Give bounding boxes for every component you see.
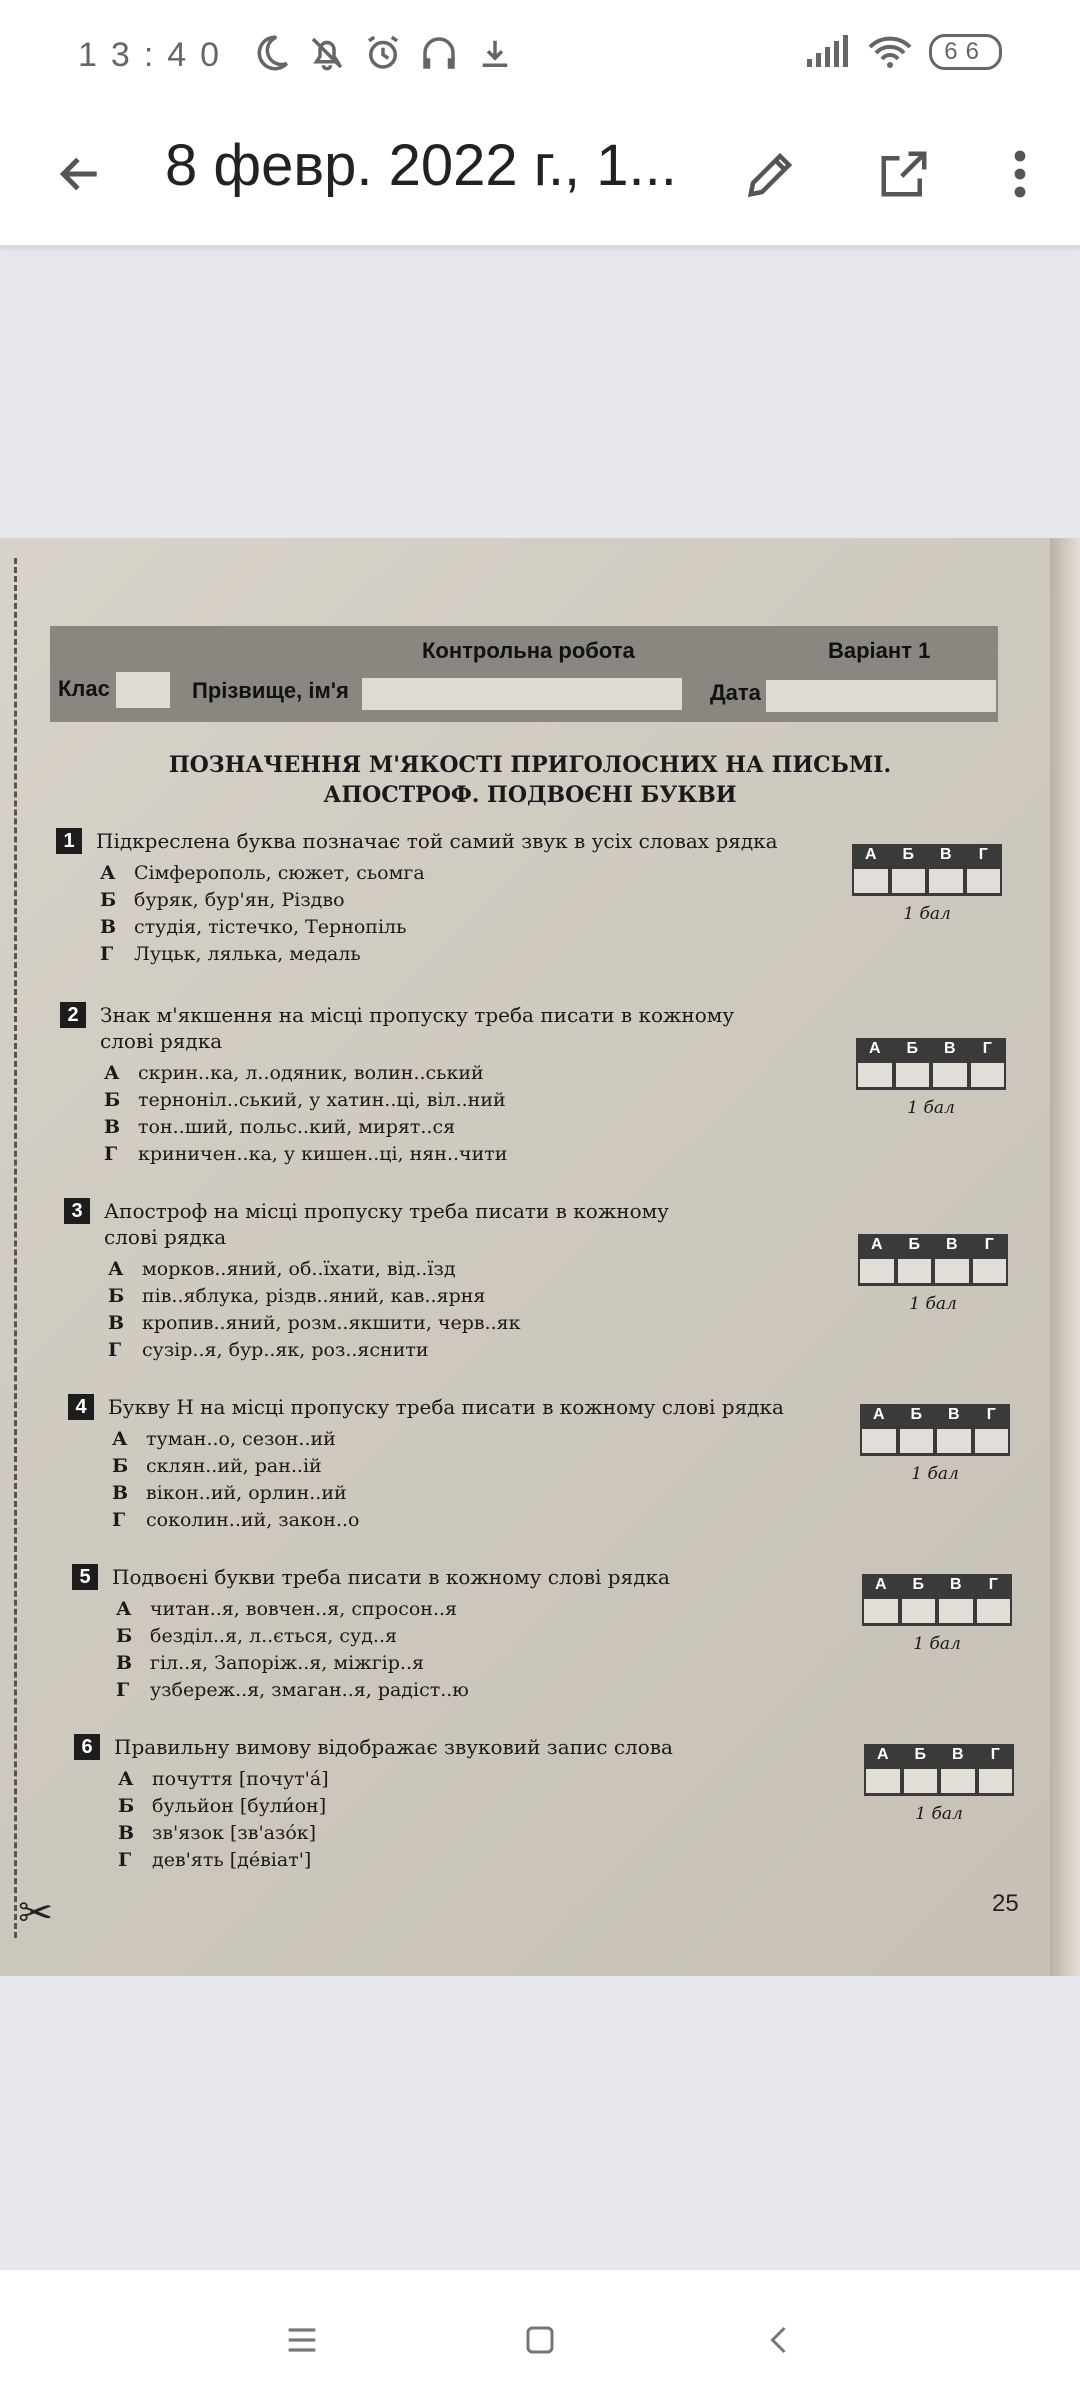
recent-apps-button[interactable] xyxy=(270,2308,334,2372)
option-text: Луцьк, лялька, медаль xyxy=(134,943,361,965)
option-letter: В xyxy=(116,1652,133,1674)
answer-letter-a: А xyxy=(864,846,877,863)
answer-letter-a: А xyxy=(874,1576,887,1593)
question-text: Підкреслена буква позначає той самий звук в усіх словах рядка xyxy=(96,829,778,853)
answer-cell xyxy=(975,1429,1009,1453)
home-square-icon xyxy=(522,2322,558,2358)
option-letter: Б xyxy=(116,1625,133,1647)
option-text: гіл..я, Запоріж..я, міжгір..я xyxy=(150,1652,424,1674)
answer-cell xyxy=(973,1259,1007,1283)
option-text: бульйон [були́он] xyxy=(152,1795,327,1817)
question-5 xyxy=(72,1564,812,1704)
option-text: скрин..ка, л..одяник, волин..ський xyxy=(138,1062,484,1084)
option-letter: А xyxy=(118,1768,134,1790)
date-label: Дата xyxy=(710,680,761,705)
page-edge xyxy=(1050,538,1080,1976)
page-number: 25 xyxy=(992,1890,1019,1917)
name-box xyxy=(362,678,682,710)
answer-letter-c: В xyxy=(949,1576,962,1593)
option-text: дев'ять [де́віат'] xyxy=(152,1849,312,1871)
option-text: вікон..ий, орлин..ий xyxy=(146,1482,347,1504)
answer-letter-a: А xyxy=(870,1236,883,1253)
option-d xyxy=(118,1847,814,1874)
more-vertical-icon xyxy=(1000,147,1040,201)
answer-cell xyxy=(939,1599,973,1623)
status-icons-left xyxy=(250,32,516,74)
answer-cell xyxy=(979,1769,1013,1793)
answer-letter-c: В xyxy=(947,1406,960,1423)
document-title xyxy=(100,750,960,810)
answer-cell xyxy=(862,1429,896,1453)
answer-cell xyxy=(967,869,1001,893)
document-photo[interactable] xyxy=(0,538,1080,1976)
battery-icon: 66 xyxy=(929,34,1002,70)
option-text: читан..я, вовчен..я, спросон..я xyxy=(150,1598,458,1620)
document-title-line2: АПОСТРОФ. ПОДВОЄНІ БУКВИ xyxy=(323,782,737,808)
answer-letter-d: Г xyxy=(978,846,988,863)
option-a xyxy=(112,1426,848,1453)
answer-cell xyxy=(904,1769,938,1793)
option-c xyxy=(118,1820,814,1847)
answer-grid-2 xyxy=(856,1038,1006,1118)
answer-letter-b: Б xyxy=(914,1746,926,1763)
page-title: 8 февр. 2022 г., 1... xyxy=(165,133,677,198)
answer-cell xyxy=(971,1063,1005,1087)
answer-letter-a: А xyxy=(868,1040,881,1057)
scissors-icon: ✂ xyxy=(18,1889,54,1936)
option-b xyxy=(118,1793,814,1820)
answer-cell xyxy=(892,869,926,893)
option-letter: Г xyxy=(112,1509,126,1531)
download-icon xyxy=(474,32,516,74)
answer-cell xyxy=(929,869,963,893)
question-6 xyxy=(74,1734,814,1874)
option-letter: Г xyxy=(116,1679,130,1701)
option-d xyxy=(104,1141,780,1168)
option-text: криничен..ка, у кишен..ці, нян..чити xyxy=(138,1143,508,1165)
answer-letter-b: Б xyxy=(910,1406,922,1423)
option-a xyxy=(100,860,816,887)
option-b xyxy=(116,1623,812,1650)
answer-letter-b: Б xyxy=(908,1236,920,1253)
question-4 xyxy=(68,1394,848,1534)
question-number: 6 xyxy=(74,1734,100,1760)
answer-cell xyxy=(866,1769,900,1793)
option-letter: Г xyxy=(100,943,114,965)
option-letter: А xyxy=(116,1598,132,1620)
option-text: буряк, бур'ян, Різдво xyxy=(134,889,345,911)
bell-off-icon xyxy=(306,32,348,74)
answer-cell xyxy=(896,1063,930,1087)
option-a xyxy=(104,1060,780,1087)
question-text: Подвоєні букви треба писати в кожному слові рядка xyxy=(112,1565,670,1589)
option-letter: В xyxy=(104,1116,121,1138)
option-letter: В xyxy=(108,1312,125,1334)
option-letter: Б xyxy=(100,889,117,911)
option-c xyxy=(100,914,816,941)
answer-cell xyxy=(900,1429,934,1453)
status-time: 13:40 xyxy=(78,36,234,74)
score-label: 1 бал xyxy=(903,904,951,924)
answer-letter-c: В xyxy=(951,1746,964,1763)
answer-letter-c: В xyxy=(939,846,952,863)
answer-grid-5 xyxy=(862,1574,1012,1654)
option-d xyxy=(108,1337,784,1364)
menu-icon xyxy=(282,2320,322,2360)
option-letter: Г xyxy=(118,1849,132,1871)
option-text: тон..ший, польс..кий, мирят..ся xyxy=(138,1116,456,1138)
chevron-left-icon xyxy=(762,2322,798,2358)
answer-cell xyxy=(864,1599,898,1623)
option-text: почуття [почут'а́] xyxy=(152,1768,329,1790)
answer-letter-d: Г xyxy=(982,1040,992,1057)
option-d xyxy=(116,1677,812,1704)
option-text: Сімферополь, сюжет, сьомга xyxy=(134,862,425,884)
option-letter: Б xyxy=(118,1795,135,1817)
question-3 xyxy=(64,1198,784,1364)
moon-icon xyxy=(250,32,292,74)
answer-cell xyxy=(941,1769,975,1793)
class-box xyxy=(116,672,170,708)
answer-cell xyxy=(935,1259,969,1283)
home-button[interactable] xyxy=(508,2308,572,2372)
option-b xyxy=(108,1283,784,1310)
answer-grid-1 xyxy=(852,844,1002,924)
question-1 xyxy=(56,828,816,968)
option-letter: В xyxy=(100,916,117,938)
option-letter: А xyxy=(112,1428,128,1450)
option-letter: В xyxy=(112,1482,129,1504)
option-letter: Б xyxy=(108,1285,125,1307)
document-title-line1: ПОЗНАЧЕННЯ М'ЯКОСТІ ПРИГОЛОСНИХ НА ПИСЬМІ. xyxy=(168,752,892,778)
question-text: Правильну вимову відображає звуковий запис слова xyxy=(114,1735,673,1759)
question-number: 1 xyxy=(56,828,82,854)
status-bar xyxy=(0,0,1080,110)
option-text: склян..ий, ран..ій xyxy=(146,1455,322,1477)
headphones-icon xyxy=(418,32,460,74)
back-button[interactable] xyxy=(44,138,116,210)
question-2 xyxy=(60,1002,780,1168)
question-number: 2 xyxy=(60,1002,86,1028)
name-label: Прізвище, ім'я xyxy=(192,678,349,703)
answer-cell xyxy=(933,1063,967,1087)
open-external-icon xyxy=(877,147,931,201)
option-letter: Г xyxy=(108,1339,122,1361)
option-c xyxy=(116,1650,812,1677)
option-text: терноніл..ський, у хатин..ці, віл..ний xyxy=(138,1089,506,1111)
score-label: 1 бал xyxy=(913,1634,961,1654)
open-external-button[interactable] xyxy=(868,138,940,210)
score-label: 1 бал xyxy=(911,1464,959,1484)
date-box xyxy=(766,680,996,712)
option-letter: Г xyxy=(104,1143,118,1165)
option-c xyxy=(112,1480,848,1507)
answer-letter-b: Б xyxy=(906,1040,918,1057)
answer-letter-c: В xyxy=(943,1040,956,1057)
answer-cell xyxy=(898,1259,932,1283)
option-a xyxy=(108,1256,784,1283)
signal-icon xyxy=(805,35,851,69)
test-header xyxy=(50,626,998,722)
option-a xyxy=(116,1596,812,1623)
answer-grid-6 xyxy=(864,1744,1014,1824)
question-text: Знак м'якшення на місці пропуску треба писати в кожному слові рядка xyxy=(100,1003,735,1053)
answer-cell xyxy=(937,1429,971,1453)
option-letter: А xyxy=(108,1258,124,1280)
option-text: пів..яблука, різдв..яний, кав..ярня xyxy=(142,1285,486,1307)
option-text: студія, тістечко, Тернопіль xyxy=(134,916,407,938)
answer-letter-c: В xyxy=(945,1236,958,1253)
answer-grid-4 xyxy=(860,1404,1010,1484)
answer-letter-d: Г xyxy=(986,1406,996,1423)
answer-cell xyxy=(902,1599,936,1623)
question-text: Букву Н на місці пропуску треба писати в кожному слові рядка xyxy=(108,1395,784,1419)
edit-button[interactable] xyxy=(735,138,807,210)
option-letter: А xyxy=(104,1062,120,1084)
answer-cell xyxy=(854,869,888,893)
option-b xyxy=(104,1087,780,1114)
question-number: 3 xyxy=(64,1198,90,1224)
navigation-bar xyxy=(0,2270,1080,2400)
option-a xyxy=(118,1766,814,1793)
option-letter: В xyxy=(118,1822,135,1844)
option-b xyxy=(112,1453,848,1480)
score-label: 1 бал xyxy=(915,1804,963,1824)
more-options-button[interactable] xyxy=(984,138,1056,210)
option-text: зв'язок [зв'азо́к] xyxy=(152,1822,317,1844)
app-bar xyxy=(0,110,1080,247)
answer-letter-a: А xyxy=(876,1746,889,1763)
status-icons-right xyxy=(805,34,1002,70)
answer-letter-d: Г xyxy=(990,1746,1000,1763)
alarm-icon xyxy=(362,32,404,74)
pencil-icon xyxy=(744,147,798,201)
option-b xyxy=(100,887,816,914)
answer-letter-a: А xyxy=(872,1406,885,1423)
option-text: морков..яний, об..їхати, від..їзд xyxy=(142,1258,456,1280)
system-back-button[interactable] xyxy=(748,2308,812,2372)
option-c xyxy=(104,1114,780,1141)
option-d xyxy=(112,1507,848,1534)
arrow-left-icon xyxy=(55,149,105,199)
wifi-icon xyxy=(867,35,913,69)
option-text: сузір..я, бур..як, роз..яснити xyxy=(142,1339,429,1361)
score-label: 1 бал xyxy=(907,1098,955,1118)
option-text: узбереж..я, змаган..я, радіст..ю xyxy=(150,1679,469,1701)
class-label: Клас xyxy=(58,676,110,701)
answer-letter-d: Г xyxy=(984,1236,994,1253)
cut-line xyxy=(14,558,17,1938)
answer-letter-d: Г xyxy=(988,1576,998,1593)
answer-cell xyxy=(858,1063,892,1087)
answer-letter-b: Б xyxy=(912,1576,924,1593)
option-text: туман..о, сезон..ий xyxy=(146,1428,336,1450)
option-letter: Б xyxy=(104,1089,121,1111)
option-letter: А xyxy=(100,862,116,884)
option-text: соколин..ий, закон..о xyxy=(146,1509,360,1531)
option-d xyxy=(100,941,816,968)
score-label: 1 бал xyxy=(909,1294,957,1314)
variant-label: Варіант 1 xyxy=(828,638,931,663)
answer-grid-3 xyxy=(858,1234,1008,1314)
question-number: 4 xyxy=(68,1394,94,1420)
option-letter: Б xyxy=(112,1455,129,1477)
answer-cell xyxy=(977,1599,1011,1623)
answer-cell xyxy=(860,1259,894,1283)
option-text: кропив..яний, розм..якшити, черв..як xyxy=(142,1312,521,1334)
question-number: 5 xyxy=(72,1564,98,1590)
option-text: безділ..я, л..ється, суд..я xyxy=(150,1625,397,1647)
answer-letter-b: Б xyxy=(902,846,914,863)
option-c xyxy=(108,1310,784,1337)
question-text: Апостроф на місці пропуску треба писати в кожному слові рядка xyxy=(104,1199,669,1249)
test-title: Контрольна робота xyxy=(422,638,635,663)
